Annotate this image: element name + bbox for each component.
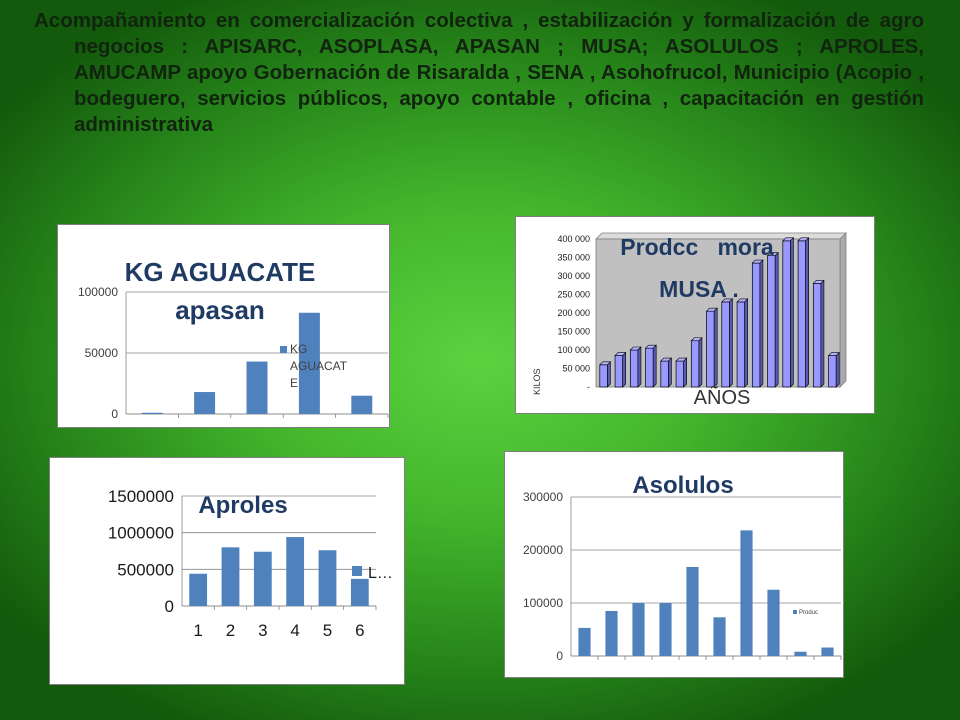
bar — [676, 361, 684, 387]
x-tick-label: 3 — [258, 621, 268, 640]
y-tick-label: 100000 — [77, 285, 118, 300]
y-tick-label: - — [587, 382, 590, 392]
y-tick-label: 50000 — [84, 346, 118, 361]
y-tick-label: 200 000 — [557, 308, 590, 318]
chart-musa-y-axis-label: KILOS — [532, 368, 542, 395]
chart-asolulos-title: Asolulos — [632, 472, 734, 499]
y-tick-label: 250 000 — [557, 289, 590, 300]
bar — [768, 256, 776, 387]
y-tick-label: 300 000 — [557, 271, 590, 281]
chart-musa-title-line2: MUSA . — [659, 276, 739, 302]
chart-aproles-title: Aproles — [198, 492, 288, 519]
bar — [661, 361, 669, 387]
bar — [646, 348, 654, 387]
chart-aproles-panel — [49, 457, 405, 685]
y-tick-label: 500000 — [117, 560, 174, 580]
bar — [351, 396, 372, 414]
chart-musa-x-axis-label: AÑOS — [693, 387, 751, 409]
chart-aproles-legend-swatch — [352, 566, 362, 576]
x-tick-label: 2 — [225, 621, 236, 640]
bar — [351, 579, 369, 606]
y-tick-label: 0 — [164, 596, 174, 616]
bar — [713, 617, 725, 656]
y-tick-label: 350 000 — [557, 252, 590, 263]
y-tick-label: 1500000 — [107, 486, 174, 506]
slide-heading: Acompañamiento en comercialización colectiva , estabilización y formalización de agro negocios : APISARC, ASOPLASA, APASAN ; MUSA; ASOLULOS ; APROLES, AMUCAMP apoyo Gobernación de Risaralda , SENA , Asohofrucol, Municipio (Acopio , bodeguero, servicios públicos, apoyo contable , oficina , capacitación en gestión administrativa — [34, 9, 924, 136]
chart-musa-title-line1: Prodcc mora — [620, 234, 774, 260]
bar-side — [821, 280, 824, 387]
bar — [821, 648, 833, 656]
bar-side — [775, 253, 778, 387]
bar — [691, 341, 699, 387]
bar-side — [745, 299, 748, 387]
chart-asolulos — [505, 452, 843, 677]
chart-aproles-legend-label: L… — [368, 565, 393, 582]
bar-side — [806, 238, 809, 387]
bar — [194, 392, 215, 414]
bar-side — [699, 338, 702, 387]
bar — [189, 574, 207, 606]
y-tick-label: 300000 — [522, 490, 563, 505]
bar-side — [760, 260, 763, 387]
x-tick-label: 4 — [290, 621, 300, 640]
bar — [247, 362, 268, 414]
chart-apasan-legend-swatch — [280, 346, 287, 353]
bar — [615, 356, 623, 387]
chart-musa — [516, 217, 874, 413]
bar — [659, 603, 671, 656]
bar — [707, 311, 715, 387]
chart-apasan-legend-line1: KG — [290, 342, 308, 356]
bar — [737, 302, 745, 387]
chart-musa-panel — [515, 216, 875, 414]
bar — [752, 263, 760, 387]
bar — [142, 413, 163, 414]
bar — [829, 356, 837, 387]
bar — [686, 567, 698, 656]
y-tick-label: 400 000 — [557, 234, 590, 244]
bar — [798, 241, 806, 387]
chart-asolulos-legend-swatch — [793, 610, 797, 614]
chart-apasan-legend-line3: E — [290, 376, 299, 390]
chart-apasan-title-line1: KG AGUACATE — [124, 257, 316, 287]
bar-side — [623, 353, 626, 387]
bar-side — [714, 308, 717, 387]
bar-side — [684, 358, 687, 387]
bar — [740, 530, 752, 656]
chart-apasan-title-line2: apasan — [175, 295, 265, 325]
bar-side — [668, 358, 671, 387]
bar — [254, 552, 272, 606]
x-tick-label: 5 — [322, 621, 333, 640]
chart-asolulos-panel — [504, 451, 844, 678]
y-tick-label: 200000 — [522, 543, 563, 558]
bar-side — [653, 345, 656, 387]
chart-apasan-panel — [57, 224, 390, 428]
bar — [630, 350, 638, 387]
bar — [632, 603, 644, 656]
bar-side — [729, 299, 732, 387]
bar — [600, 365, 608, 387]
bar — [783, 241, 791, 387]
y-tick-label: 0 — [556, 649, 563, 664]
y-tick-label: 50 000 — [562, 363, 590, 374]
bar — [222, 547, 240, 606]
bar-side — [836, 353, 839, 387]
y-tick-label: 100 000 — [557, 345, 590, 355]
y-tick-label: 100000 — [522, 596, 563, 611]
bar — [794, 652, 806, 656]
bar-side — [790, 238, 793, 387]
bar-side — [638, 347, 641, 387]
x-tick-label: 1 — [193, 621, 203, 640]
y-tick-label: 1000000 — [107, 523, 174, 543]
chart-aproles — [50, 458, 404, 684]
x-tick-label: 6 — [355, 621, 365, 640]
bar — [722, 302, 730, 387]
y-tick-label: 150 000 — [557, 326, 590, 337]
chart-asolulos-legend-label: Produc — [799, 610, 819, 616]
bar — [578, 628, 590, 656]
bar — [319, 550, 337, 606]
bar — [813, 283, 821, 387]
bar — [286, 537, 304, 606]
bar — [605, 611, 617, 656]
bar-side — [607, 362, 610, 387]
bar — [767, 590, 779, 656]
chart-apasan — [58, 225, 389, 427]
chart-apasan-legend-line2: AGUACAT — [290, 359, 348, 373]
y-tick-label: 0 — [111, 407, 118, 422]
